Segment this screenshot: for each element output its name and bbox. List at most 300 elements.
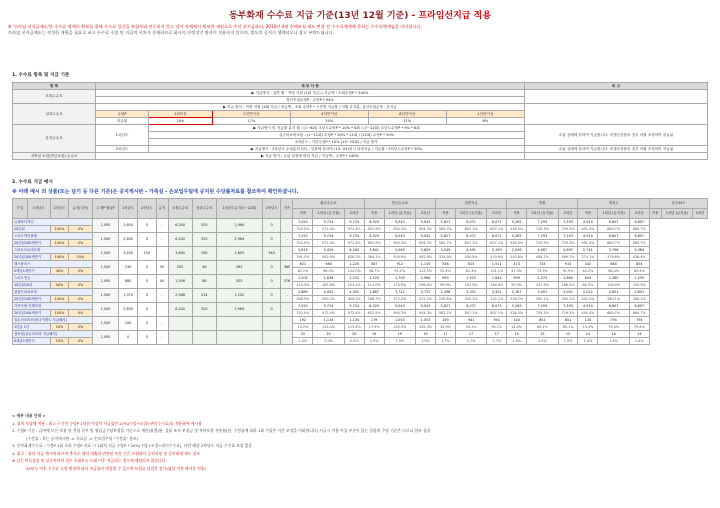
commission-value-4: 912 [384, 261, 416, 268]
commission-rate-9: 90.9% [507, 282, 527, 289]
commission-rate-8: 807.1% [487, 226, 507, 233]
commission-value-5: 9,043 [416, 303, 436, 310]
commission-value-11: 1,660 [558, 275, 578, 282]
product-pct-2: 0% [69, 296, 92, 303]
perf-rate-3: 14% [290, 118, 368, 125]
ex-head-9: 성과수수료 [192, 199, 216, 219]
product-pct-2: 0% [69, 226, 92, 233]
commission-rate-0: 2.0% [293, 338, 313, 345]
commission-rate-7: 332.1% [455, 296, 487, 303]
commission-value-2: 4,002 [344, 289, 364, 296]
base-value-6: 0 [262, 219, 281, 233]
commission-value-5: 1,053 [416, 317, 436, 324]
base-value-0: 2,600 [119, 219, 138, 233]
commission-value-3: 3,641 [364, 247, 384, 254]
commission-rate-6: 582.7% [435, 240, 455, 247]
row-saving-label: 저축성 보험(연금포함) 수수료 [13, 153, 96, 160]
commission-value-9: 15 [507, 331, 527, 338]
commission-value-5: 9,043 [416, 219, 436, 226]
row-recruit-label: 모집수수료 [13, 90, 96, 104]
product-name: 뉴행복디자인 [13, 219, 93, 226]
base-value-2: - [156, 247, 168, 261]
commission-rate-3: 268.7% [364, 296, 384, 303]
commission-value-3: 6,529 [364, 219, 384, 226]
base-value-5: 262 [216, 261, 262, 275]
product-pct-2: 0% [69, 268, 92, 275]
commission-rate-1: 972.4% [313, 226, 345, 233]
base-value-1: 0 [137, 219, 156, 233]
table-row [13, 317, 708, 324]
base-value-7: - [281, 303, 293, 317]
commission-value-12: 4,914 [578, 219, 598, 226]
commission-value-0: 7,020 [293, 233, 313, 240]
base-value-6 [262, 331, 281, 345]
title-main: 동부화재 수수료 지급 기준(13년 12월 기준) [228, 11, 409, 21]
ex-head-0: 가입 [13, 199, 28, 219]
commission-rate-0: 702.0% [293, 310, 313, 317]
product-pct-1: 10% [50, 338, 69, 345]
row-maint-b: 실손의료비포함 : (1~11회) 수당P * 20% * 11회 / (12회) 수당P * 20% [149, 132, 525, 139]
table-row [13, 233, 708, 240]
commission-rate-1: 972.4% [313, 240, 345, 247]
commission-rate-14: 680.7% [629, 240, 649, 247]
product-name: 스마트프로미보장 [13, 247, 93, 254]
commission-rate-13: 280.1% [598, 296, 630, 303]
commission-value-5: 9,043 [416, 233, 436, 240]
commission-value-14: 2,801 [629, 289, 649, 296]
commission-rate-6: 99.9% [435, 282, 455, 289]
commission-value-7: 4,591 [455, 247, 487, 254]
product-tag: 20년납100세만기 [13, 240, 51, 247]
commission-value-6: 5,827 [435, 233, 455, 240]
commission-rate-13: 379.6% [598, 254, 630, 261]
commission-value-12: 134 [578, 317, 598, 324]
commission-value-11: 915 [558, 261, 578, 268]
commission-value-1: 20 [313, 331, 345, 338]
ex-sub-y1-0: 1차년 (유지율) [313, 209, 345, 219]
commission-rate-3: 1.9% [364, 338, 384, 345]
base-value-3: 6,240 [168, 303, 192, 317]
commission-value-10: 3,001 [527, 289, 559, 296]
ex-sub-apply-5: 적용 [649, 209, 661, 219]
commission-value-0: 7,020 [293, 303, 313, 310]
commission-value-1: 9,724 [313, 303, 345, 310]
commission-rate-13: 680.7% [598, 240, 630, 247]
commission-value-7: 8,071 [455, 303, 487, 310]
commission-value-7: 3,321 [455, 289, 487, 296]
base-value-6: 0 [262, 233, 281, 247]
base-value-2: - [156, 317, 168, 331]
base-value-4 [192, 331, 216, 345]
commission-rate-7: 152.5% [455, 282, 487, 289]
commission-rate-3: 652.9% [364, 240, 384, 247]
commission-rate-6: 52.4% [435, 268, 455, 275]
commission-rate-4: 170.9% [384, 282, 416, 289]
ex-head-12: 지속 [281, 199, 293, 219]
commission-value-8: 941 [487, 317, 507, 324]
commission-rate-0: 19.2% [293, 324, 313, 331]
product-tag: 0세납1세만기 [13, 268, 51, 275]
commission-rate-8: 332.1% [487, 296, 507, 303]
commission-value-13: 14 [598, 331, 630, 338]
commission-value-11: 15 [558, 331, 578, 338]
product-name: 가족사랑 간병보험 [13, 303, 93, 310]
commission-rate-10: 729.3% [527, 226, 559, 233]
base-value-7: - [281, 219, 293, 233]
commission-rate-11: 1.5% [558, 338, 578, 345]
commission-value-10: 733 [527, 261, 559, 268]
ex-sub-y2-0: 2차년 [344, 209, 364, 219]
product-tag: 20년납 [13, 226, 51, 233]
base-value-0: 2,600 [119, 303, 138, 317]
commission-rate-13: 680.7% [598, 310, 630, 317]
commission-value-4: 9,043 [384, 233, 416, 240]
commission-rate-1: 2.0% [313, 338, 345, 345]
premium: 1,000 [92, 331, 119, 345]
commission-value-3: 1,120 [364, 275, 384, 282]
commission-value-13: 6,807 [598, 233, 630, 240]
commission-rate-8: 807.1% [487, 310, 507, 317]
product-tag: 20년납100세만기 [13, 296, 51, 303]
base-value-6 [262, 317, 281, 331]
commission-rate-9: 1.5% [507, 338, 527, 345]
commission-value-8: 8,071 [487, 303, 507, 310]
foot-line-2: 2. 수당P 기준 : 급여에 모든 보장 및 적립 일부 및 월납금수당보험을 기준으로 계산(월정)된, 상품 조직 보장금 및 특약보장 적용됨(단, 수정률에 따라 1회 수당은 기존 보장을 이하합니다) 지급시 적용 이상 부분이 있는 상품의 수당 기준은 다르니 참조 상품 [12, 428, 431, 433]
commission-value-3: 6,529 [364, 233, 384, 240]
product-tag: 20년납100세만기 [13, 254, 51, 261]
row-perf-a: ▶ 지급 방식 : 직영 지원 (18) 지급 / 지급액 : 초회 수당P * 구간별 지급률 / 익월 유지분, 실산모집수당 · 본지급 [96, 104, 525, 111]
commission-rate-5: 904.3% [416, 240, 436, 247]
commission-value-8: 8,071 [487, 219, 507, 226]
row-maint-label: 유지수수료 [13, 125, 96, 153]
commission-value-3: 179 [364, 317, 384, 324]
commission-value-10: 7,293 [527, 233, 559, 240]
commission-rate-3: 652.9% [364, 226, 384, 233]
commission-value-13: 6,807 [598, 303, 630, 310]
base-value-1: 0 [137, 289, 156, 303]
commission-rate-6: 582.7% [435, 310, 455, 317]
base-value-6: 0 [262, 303, 281, 317]
commission-value-7: 8,071 [455, 219, 487, 226]
intro-line-2: 프라임 선지급제도는 작성한 재원을 필요로 하고 수수료 수입 및 지급의 시차가 존재하므로 회사의 안정적인 방식이 적용되지 않으며, 별도의 공지가 생략되오니 참고 부탁드립니다. [8, 30, 334, 35]
base-value-5 [216, 331, 262, 345]
commission-rate-11: 166.0% [558, 282, 578, 289]
commission-rate-5: 105.3% [416, 324, 436, 331]
base-value-7: - [281, 247, 293, 261]
commission-rate-3: 364.1% [364, 254, 384, 261]
base-value-0: 1,070 [119, 289, 138, 303]
ex-head-3: 유지(지속) [69, 199, 92, 219]
premium: 1,000 [92, 233, 119, 247]
base-value-2: - [156, 233, 168, 247]
base-value-7: - [281, 289, 293, 303]
ex-head-8: 모집수수료 [168, 199, 192, 219]
commission-rate-2: 400.2% [344, 296, 364, 303]
base-value-2: - [156, 289, 168, 303]
commission-value-2: 9,724 [344, 303, 364, 310]
commission-rate-4: 372.2% [384, 296, 416, 303]
commission-value-0: 1,204 [293, 275, 313, 282]
commission-rate-4: 105.3% [384, 324, 416, 331]
commission-rate-1: 400.2% [313, 296, 345, 303]
base-value-4 [192, 317, 216, 331]
base-value-7: 360 [281, 261, 293, 275]
perf-head-4: 6천만이상 [368, 111, 446, 118]
ex-head-4: 수정P 월납P [92, 199, 119, 219]
commission-rate-13: 680.7% [598, 226, 630, 233]
commission-rate-11: 85.1% [558, 324, 578, 331]
commission-value-11: 4,697 [558, 247, 578, 254]
ex-sub-apply-2: 적용 [435, 209, 455, 219]
commission-rate-12: 44.2% [578, 268, 598, 275]
commission-value-11: 851 [558, 317, 578, 324]
row-saving-a: ▶ 지급 방식 : 수납 상품에 따라 지급 / 지급액 : 수당P * 240% [96, 153, 525, 160]
commission-value-7: 8,071 [455, 233, 487, 240]
commission-rate-10: 729.3% [527, 240, 559, 247]
commission-rate-13: 1.4% [598, 338, 630, 345]
ex-sub-y1-4: 1차년 (유지율) [598, 209, 630, 219]
commission-value-10: 7,293 [527, 303, 559, 310]
commission-value-6: 159 [435, 317, 455, 324]
product-name: 스마트하이플랜 [13, 233, 93, 240]
commission-value-1: 1,134 [313, 317, 345, 324]
commission-value-9: 2,167 [507, 289, 527, 296]
row-maint-k1: 1차년도 [96, 125, 149, 146]
base-value-5: 2,964 [216, 303, 262, 317]
commission-rate-13: 68.4% [598, 268, 630, 275]
commission-rate-14: 280.1% [629, 296, 649, 303]
perf-head-5: 1천만이상 [446, 111, 524, 118]
commission-value-4: 9,043 [384, 219, 416, 226]
commission-value-14: 6,807 [629, 219, 649, 226]
commission-value-7: 813 [455, 261, 487, 268]
commission-rate-7: 94.1% [455, 324, 487, 331]
commission-value-9: 2,936 [507, 247, 527, 254]
commission-value-5: 3,722 [416, 289, 436, 296]
commission-value-13: 6,807 [598, 219, 630, 226]
section-1-heading: 1. 수수료 항목 및 지급 기준 [12, 73, 70, 78]
product-pct-2: 0% [69, 338, 92, 345]
commission-value-8: 1,011 [487, 261, 507, 268]
commission-rate-5: 582.9% [416, 254, 436, 261]
commission-criteria-table [12, 82, 708, 160]
commission-rate-1: 113.4% [313, 324, 345, 331]
ex-sub-apply-0: 적용 [293, 209, 313, 219]
perf-head-1: 1회이상 [149, 111, 213, 118]
row-recruit-b: 정산모집수당P : 수당P * 94% [96, 97, 525, 104]
product-pct-1: 100% [50, 310, 69, 317]
base-value-5: 1,653 [216, 247, 262, 261]
ex-sub-y1-3: 1차년 (유지율) [527, 209, 559, 219]
foot-line-5: ※ 실손 단독상품 및 실손특약의 경우 초회보유 도래 이후 지급되는 경우에 해당되지 않습니다. [12, 458, 167, 463]
commission-rate-11: 729.3% [558, 310, 578, 317]
note-maint-2: 수납 상태에 한하여 지급합니다. 비갱신상품의 경우 차월 조정하여 지급됨 [525, 146, 708, 153]
commission-rate-9: 526.5% [507, 310, 527, 317]
ex-sub-y2-3: 2차년 [558, 209, 578, 219]
commission-rate-14: 79.4% [629, 324, 649, 331]
commission-rate-14: 155.5% [629, 282, 649, 289]
commission-rate-14: 680.7% [629, 226, 649, 233]
commission-rate-10: 406.7% [527, 254, 559, 261]
commission-value-3: 587 [364, 261, 384, 268]
base-value-7 [281, 317, 293, 331]
table-row [13, 331, 708, 338]
commission-rate-13: 128.0% [598, 282, 630, 289]
commission-rate-3: 17.9% [364, 324, 384, 331]
ex-sub-y2-4: 2차년 [629, 209, 649, 219]
commission-value-11: 7,293 [558, 219, 578, 226]
commission-rate-10: 137.3% [527, 282, 559, 289]
product-tag: 1년납 1년 [13, 324, 51, 331]
commission-rate-2: 223.2% [344, 282, 364, 289]
commission-rate-0: 702.0% [293, 226, 313, 233]
commission-value-9: 5,265 [507, 233, 527, 240]
base-value-2: 50 [156, 261, 168, 275]
commission-rate-4: 904.3% [384, 226, 416, 233]
commission-value-5: 1,135 [416, 261, 436, 268]
commission-rate-12: 491.4% [578, 310, 598, 317]
commission-value-1: 1,838 [313, 275, 345, 282]
premium: 1,000 [92, 261, 119, 275]
commission-value-0: 3,815 [293, 247, 313, 254]
commission-value-10: 1,373 [527, 275, 559, 282]
commission-rate-11: 729.3% [558, 226, 578, 233]
foot-head: < 세부 내용 안내 > [12, 413, 46, 418]
commission-rate-7: 450.5% [455, 254, 487, 261]
commission-value-2: 2,232 [344, 275, 364, 282]
ex-head-6: 2차년도 [137, 199, 156, 219]
commission-rate-1: 183.8% [313, 282, 345, 289]
commission-value-9: 5,265 [507, 303, 527, 310]
ex-head-1: 1차년도 [27, 199, 50, 219]
base-value-0: 880 [119, 275, 138, 289]
base-value-3 [168, 317, 192, 331]
empty-note-2 [525, 104, 708, 125]
commission-rate-1: 98.0% [313, 268, 345, 275]
commission-rate-1: 972.4% [313, 310, 345, 317]
product-name: 행스플러스 [13, 261, 93, 268]
commission-value-6: 999 [435, 275, 455, 282]
base-value-6: 0 [262, 275, 281, 289]
premium: 1,000 [92, 275, 119, 289]
table-row [13, 219, 708, 226]
commission-rate-12: 84.3% [578, 282, 598, 289]
commission-value-11: 7,293 [558, 233, 578, 240]
commission-value-4: 1,709 [384, 275, 416, 282]
product-pct-1: 145% [50, 254, 69, 261]
th-detail: 세 부 사 항 [96, 83, 525, 90]
commission-rate-0: 702.0% [293, 240, 313, 247]
perf-head-2: 2천만이상 [212, 111, 290, 118]
commission-rate-4: 904.3% [384, 240, 416, 247]
ex-group-1: 현금수수료 [364, 199, 435, 209]
product-pct-1: 44% [50, 282, 69, 289]
base-value-1: 150 [137, 247, 156, 261]
base-value-6: 340 [262, 247, 281, 261]
commission-value-2: 9,724 [344, 219, 364, 226]
commission-rate-8: 1.7% [487, 338, 507, 345]
commission-rate-3: 58.7% [364, 268, 384, 275]
product-pct-2: 0% [69, 240, 92, 247]
base-value-7 [281, 331, 293, 345]
note-maint-1: 수납 상태에 한하여 지급합니다. 비갱신상품의 경우 차월 조정하여 지급됨 [525, 125, 708, 146]
commission-rate-9: 47.3% [507, 268, 527, 275]
commission-rate-7: 807.1% [455, 240, 487, 247]
commission-value-12: 4,914 [578, 303, 598, 310]
commission-rate-4: 504.9% [384, 254, 416, 261]
commission-value-9: 473 [507, 261, 527, 268]
commission-rate-10: 1.5% [527, 338, 559, 345]
base-value-1: 0 [137, 303, 156, 317]
base-value-3: 6,240 [168, 233, 192, 247]
intro-line-1: ※ '프라임 선지급제도'란 수수료 정책의 확보를 위해 수수료 일신을 보험사와 연동하지 않고 당사 자체에서 확보한 재원으로 우선 선지급하되, 2013년 4월 손해보험 제도 변경 전 수수료체계에 준하는 수수료체계임을 의미합니다. [8, 24, 422, 29]
commission-rate-4: 1.9% [384, 338, 416, 345]
commission-rate-0: 288.9% [293, 296, 313, 303]
ex-sub-y1-1: 1차년 (유지율) [384, 209, 416, 219]
product-name: 참보험(실손의료비 지급해지) [13, 331, 93, 338]
commission-value-0: 20 [293, 331, 313, 338]
base-value-1: 0 [137, 233, 156, 247]
base-value-5: 502 [216, 275, 262, 289]
base-value-3: 1,056 [168, 275, 192, 289]
product-pct-1: 100% [50, 240, 69, 247]
notice-text: ※ 아래 예시 외 상품(또는 담기 등 다른 기준)은 공지게시판 - 가족실 - 손보업무팀에 공지된 수당률자료를 참조하여 확인하셨니다. [12, 189, 299, 195]
commission-rate-11: 300.1% [558, 296, 578, 303]
perf-rate-1: 20% [149, 118, 213, 125]
commission-rate-0: 62.1% [293, 268, 313, 275]
commission-rate-14: 1.4% [629, 338, 649, 345]
commission-value-13: 2,801 [598, 289, 630, 296]
commission-rate-3: 112.0% [364, 282, 384, 289]
commission-rate-5: 296.6% [416, 282, 436, 289]
product-pct-1: 10% [50, 324, 69, 331]
base-value-5: 2,964 [216, 233, 262, 247]
perf-rate-0: 지급률 [96, 118, 149, 125]
commission-value-14: 1,555 [629, 275, 649, 282]
premium: 1,000 [92, 219, 119, 233]
commission-rate-2: 972.4% [344, 240, 364, 247]
ex-head-10: 1차년도유지(1~12회) [216, 199, 262, 219]
commission-rate-6: 15.9% [435, 324, 455, 331]
commission-value-3: 19 [364, 331, 384, 338]
base-value-6: 0 [262, 289, 281, 303]
base-value-6: 0 [262, 261, 281, 275]
title-sub: - 프라임선지급 적용 [411, 11, 492, 21]
commission-rate-12: 491.4% [578, 226, 598, 233]
ex-sub-apply-4: 적용 [578, 209, 598, 219]
commission-rate-2: 626.3% [344, 254, 364, 261]
commission-rate-12: 491.4% [578, 240, 598, 247]
ex-sub-y2-2: 2차년 [487, 209, 507, 219]
commission-rate-14: 680.7% [629, 310, 649, 317]
foot-line-1: 1. 위의 보장해 적용 : 최고 구간인 수당P 1억원 이상의 지급률인 27%(수당+모집+관리수수료)를 적용하여 예시함 [12, 420, 202, 426]
ex-head-5: 1차년도 [119, 199, 138, 219]
commission-value-2: 20 [344, 331, 364, 338]
ex-head-7: 유지 [156, 199, 168, 219]
base-value-5: 2,964 [216, 219, 262, 233]
table-row [13, 261, 708, 268]
product-pct-1: 100% [50, 296, 69, 303]
commission-value-6: 3,249 [435, 247, 455, 254]
perf-head-3: 4천만이상 [290, 111, 368, 118]
ex-sub-apply-1: 적용 [364, 209, 384, 219]
commission-value-6: 17 [435, 331, 455, 338]
base-value-4: 46 [192, 261, 216, 275]
ex-sub-y2-1: 2차년 [416, 209, 436, 219]
commission-value-11: 3,001 [558, 289, 578, 296]
product-pct-2: 0% [69, 282, 92, 289]
commission-value-13: 1,280 [598, 275, 630, 282]
